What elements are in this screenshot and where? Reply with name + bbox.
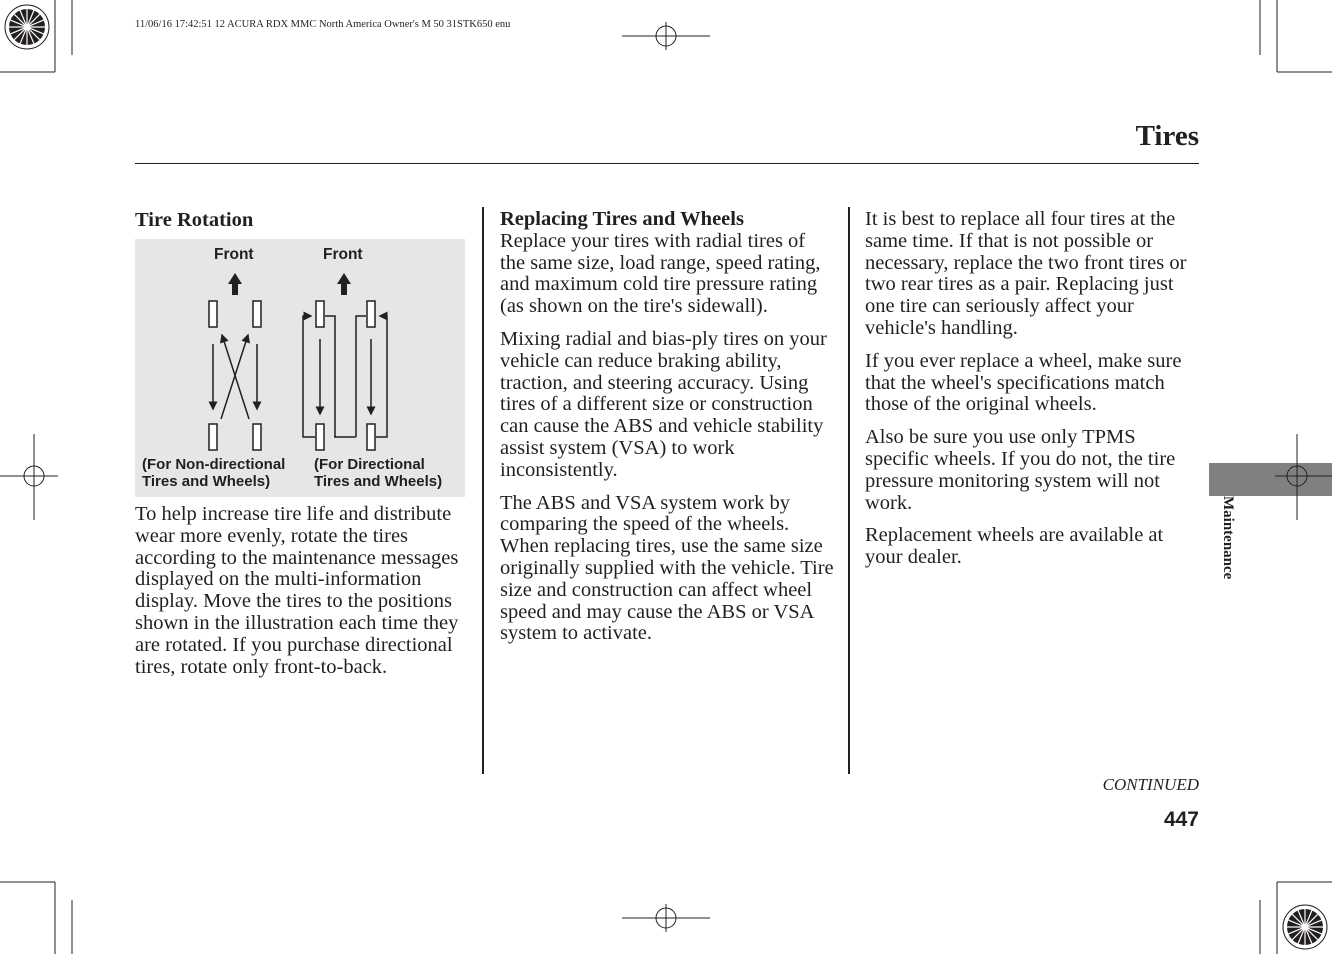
replacing-paragraph-4: It is best to replace all four tires at the same time. If that is not possible or necessary, replace the two front tires or two rear tires as a pair. Replacing just one tire can seriously affect your vehicle's handling. bbox=[865, 208, 1187, 339]
front-label-directional: Front bbox=[323, 246, 363, 263]
tire-rear-right-icon bbox=[253, 424, 261, 450]
replacing-paragraph-7: Replacement wheels are available at your dealer. bbox=[865, 524, 1164, 569]
title-rule bbox=[135, 163, 1199, 164]
column-3-text bbox=[865, 209, 1200, 580]
caption-nondirectional: (For Non-directional Tires and Wheels) bbox=[142, 456, 286, 490]
front-label-nondirectional: Front bbox=[214, 246, 254, 263]
page-title: Tires bbox=[1135, 120, 1199, 152]
tire-rotation-heading: Tire Rotation bbox=[135, 209, 254, 231]
tire-front-left-icon bbox=[209, 301, 217, 327]
side-registration-mark bbox=[1275, 434, 1332, 520]
front-arrow-left-icon bbox=[228, 273, 242, 295]
tire-dir-front-right-icon bbox=[367, 301, 375, 327]
tire-dir-rear-right-icon bbox=[367, 424, 375, 450]
replacing-paragraph-2: Mixing radial and bias-ply tires on your vehicle can reduce braking ability, traction, and steering accuracy. Using tires of a different size or construction can cause the ABS and vehicle stability assist system (VSA) to work inconsistently. bbox=[500, 327, 827, 481]
column-divider-1 bbox=[482, 207, 484, 774]
tire-rear-left-icon bbox=[209, 424, 217, 450]
tire-dir-rear-left-icon bbox=[316, 424, 324, 450]
tire-dir-front-left-icon bbox=[316, 301, 324, 327]
front-arrow-right-icon bbox=[337, 273, 351, 295]
replacing-paragraph-5: If you ever replace a wheel, make sure that the wheel's specifications match those of the original wheels. bbox=[865, 349, 1182, 416]
column-1-text bbox=[135, 504, 465, 689]
tire-rotation-paragraph: To help increase tire life and distribute wear more evenly, rotate the tires according to the maintenance messages displayed on the multi-information display. Move the tires to the positions shown in the illustration each time they are rotated. If you purchase directional tires, rotate only front-to-back. bbox=[135, 503, 459, 678]
tire-rotation-figure bbox=[135, 239, 465, 497]
caption-directional: (For Directional Tires and Wheels) bbox=[314, 456, 443, 490]
replacing-tires-heading: Replacing Tires and Wheels bbox=[500, 208, 744, 230]
replacing-paragraph-6: Also be sure you use only TPMS specific wheels. If you do not, the tire pressure monitoring system will not work. bbox=[865, 426, 1176, 514]
replacing-paragraph-1: Replace your tires with radial tires of the same size, load range, speed rating, and maximum cold tire pressure rating (as shown on the tire's sidewall). bbox=[500, 229, 821, 318]
tire-front-right-icon bbox=[253, 301, 261, 327]
continued-label: CONTINUED bbox=[1102, 775, 1199, 794]
replacing-paragraph-3: The ABS and VSA system work by comparing the speed of the wheels. When replacing tires, use the same size originally supplied with the vehicle. Tire size and construction can affect wheel speed and may cause the ABS or VSA system to activate. bbox=[500, 491, 834, 645]
page-number: 447 bbox=[1163, 808, 1199, 831]
print-info: 11/06/16 17:42:51 12 ACURA RDX MMC North America Owner's M 50 31STK650 enu bbox=[135, 19, 511, 30]
column-2-text bbox=[500, 209, 835, 656]
section-tab-label: Maintenance bbox=[1220, 496, 1236, 580]
column-divider-2 bbox=[848, 207, 850, 774]
